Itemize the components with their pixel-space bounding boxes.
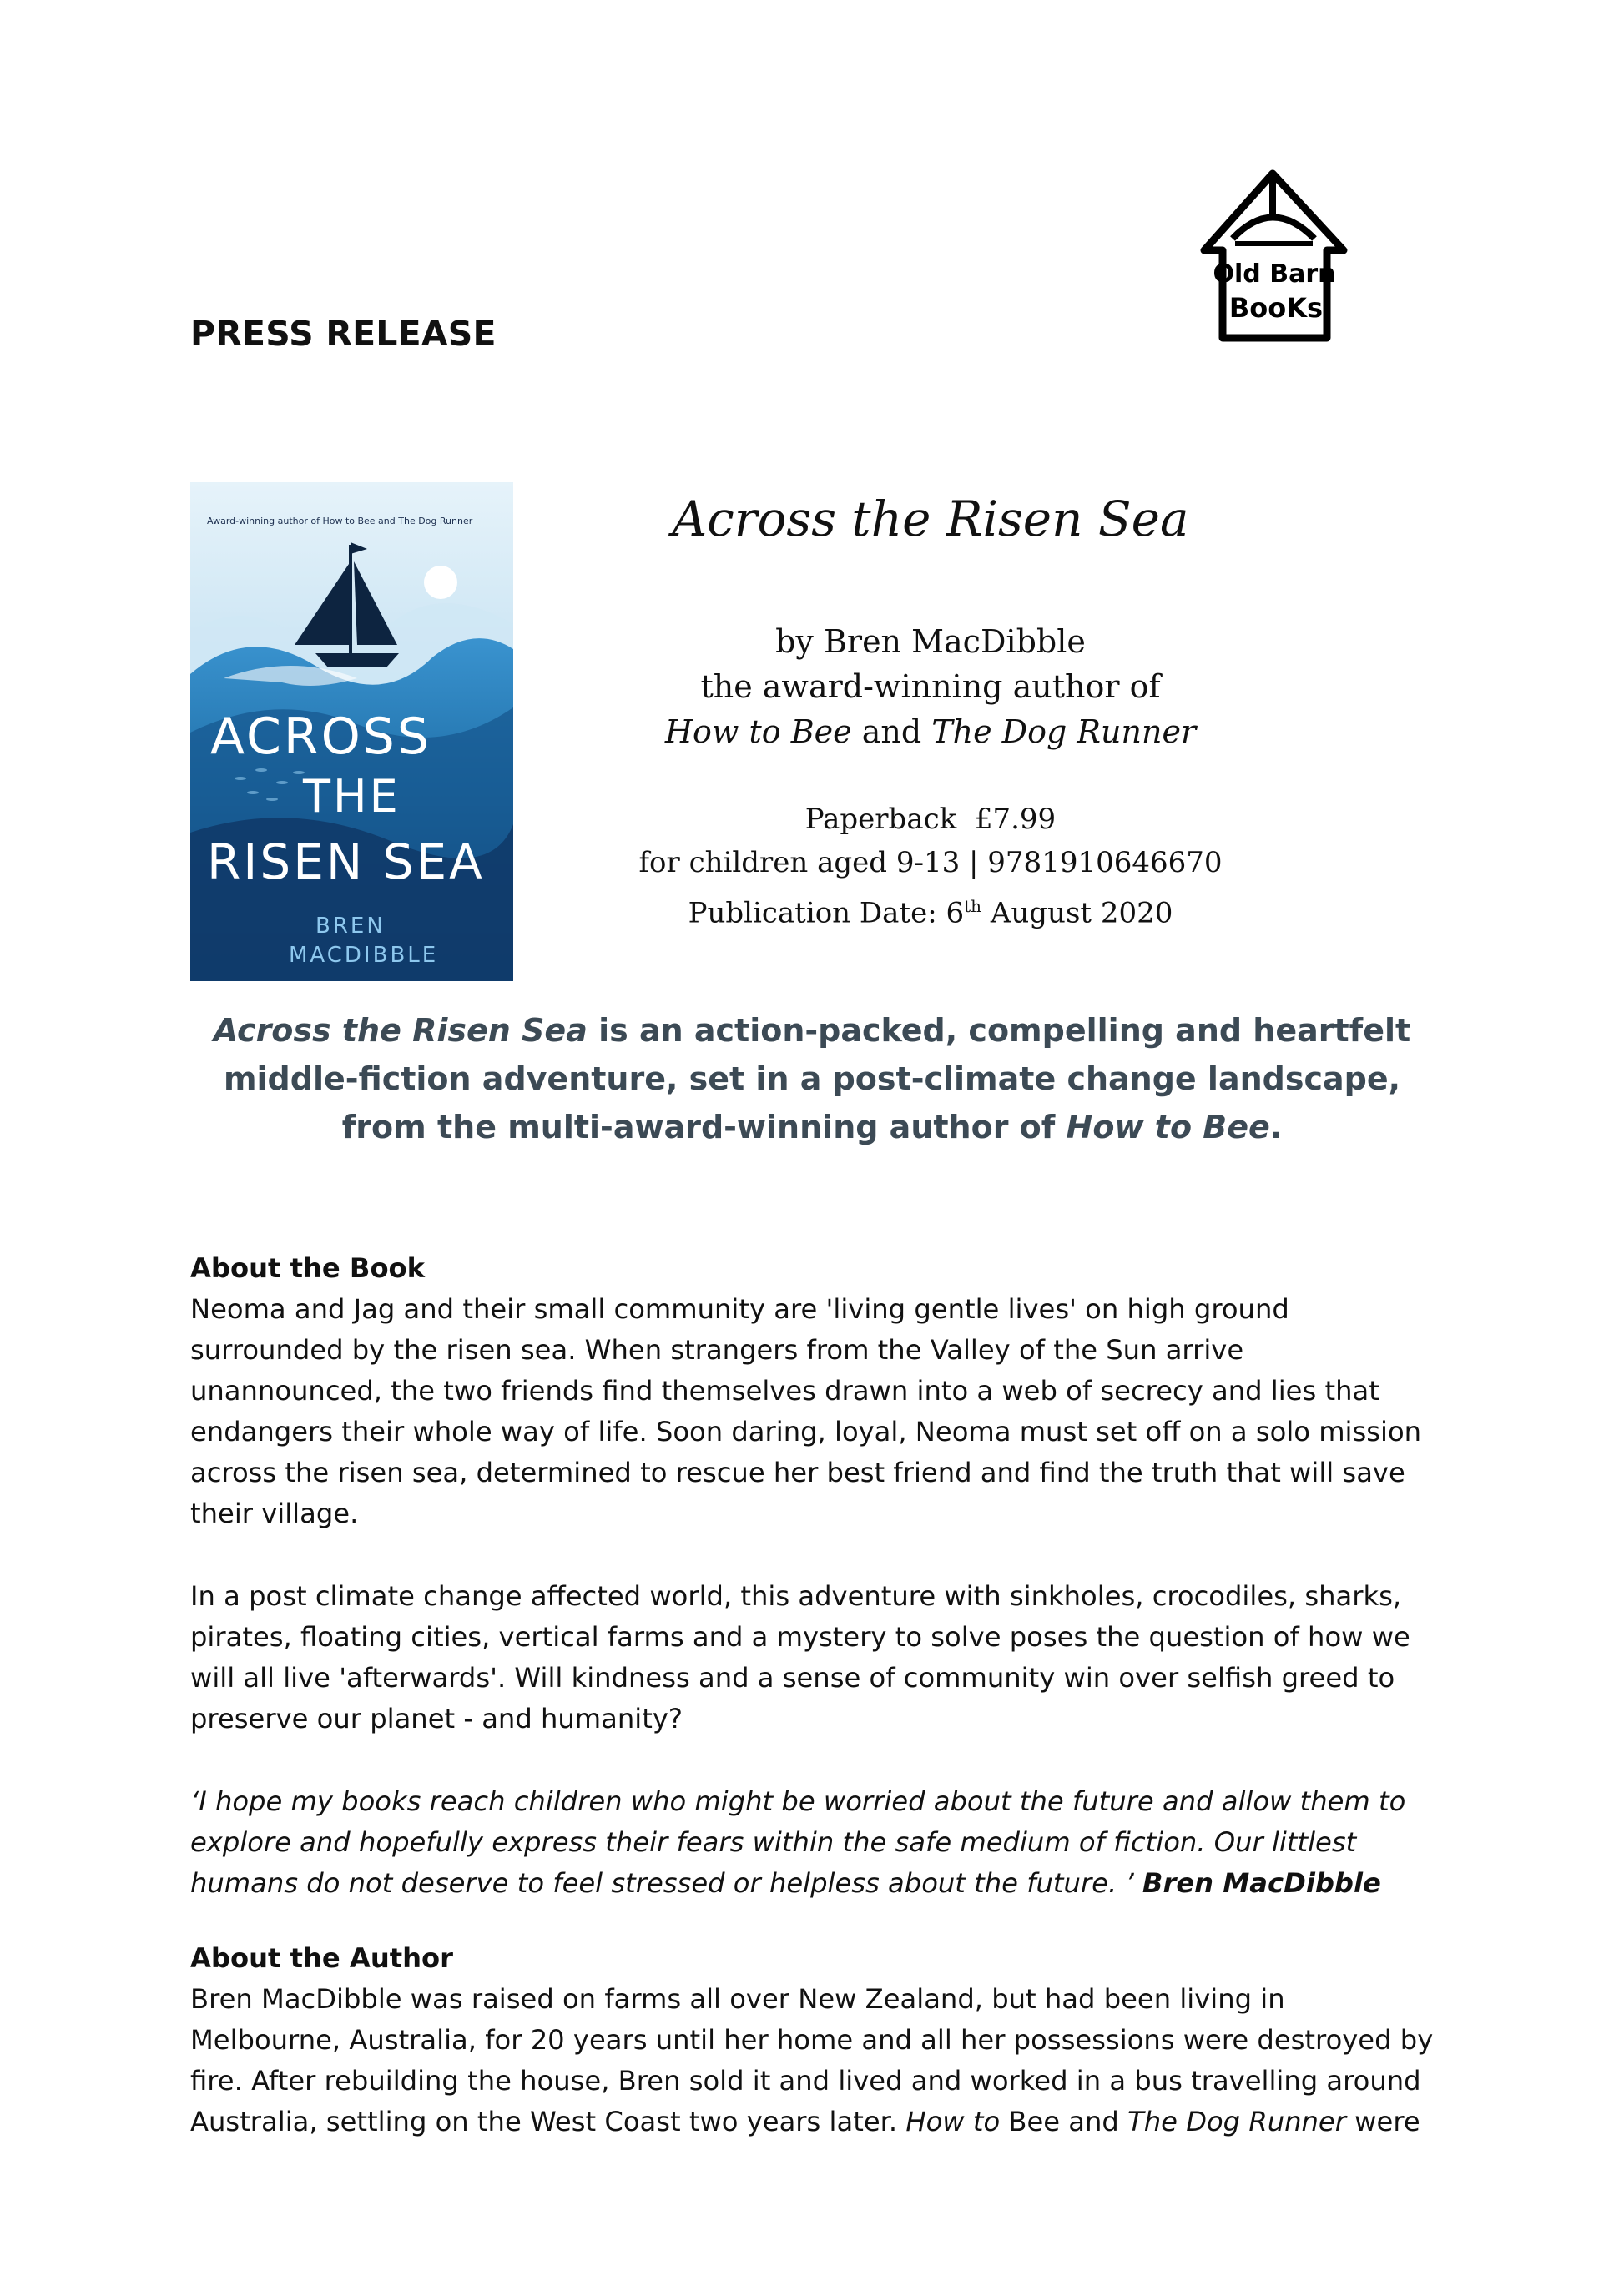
tagline-end: . [1269, 1109, 1283, 1145]
pub-label: Publication Date: 6 [688, 896, 965, 930]
tagline-book: How to Bee [1066, 1109, 1270, 1145]
tagline-title: Across the Risen Sea [213, 1012, 588, 1049]
logo-line-1: Old Barn [1213, 259, 1336, 289]
previous-titles [613, 709, 1248, 754]
cover-author-line-1: BREN [315, 914, 386, 939]
format-price: Paperback £7.99 [804, 803, 1057, 836]
about-book-paragraph-1: Neoma and Jag and their small community are 'living gentle lives' on high ground surrounded by the risen sea. When strangers from the Valley of the Sun arrive unannounced, the two friends find themselves drawn into a web of secrecy and lies that endangers their whole way of life. Soon daring, loyal, Neoma must set off on a solo mission across the risen sea, determined to rescue her best friend and find the truth that will save their village. [190, 1293, 1422, 1529]
byline-block [613, 619, 1248, 754]
age-isbn: for children aged 9-13 | 9781910646670 [638, 846, 1223, 879]
about-author-text-3: were [1345, 2106, 1420, 2137]
book-meta [613, 798, 1248, 934]
about-author-title-1: How to [905, 2106, 1001, 2137]
tagline [200, 1006, 1424, 1151]
about-book-heading: About the Book [190, 1252, 426, 1284]
about-author-title-2: The Dog Runner [1127, 2106, 1346, 2137]
about-author-text-1: Bren MacDibble was raised on farms all over New Zealand, but had been living in Melbourne, Australia, for 20 years until her home and all her possessions were destroyed by fire. After rebuilding the house, Bren sold it and lived and worked in a bus travelling around Australia, settling on the West Coast two years later. [190, 1983, 1434, 2137]
cover-top-line: Award-winning author of How to Bee and The Dog Runner [207, 516, 473, 526]
quote-author: Bren MacDibble [1142, 1867, 1381, 1899]
about-book-section [190, 1248, 1442, 1534]
cover-author-line-2: MACDIBBLE [289, 943, 439, 968]
previous-title-2: The Dog Runner [931, 713, 1197, 750]
about-author-section [190, 1938, 1442, 2142]
cover-title-line-1: ACROSS [210, 707, 431, 766]
tagline-text: is an action-packed, compelling and heartfelt middle-fiction adventure, set in a post-climate change landscape, from the multi-award-winning author of [223, 1012, 1411, 1145]
about-author-paragraph [190, 1979, 1442, 2142]
about-author-heading: About the Author [190, 1942, 454, 1974]
logo-line-2: BooKs [1228, 292, 1324, 324]
book-title: Across the Risen Sea [672, 491, 1189, 547]
barn-logo-icon [1189, 167, 1356, 346]
byline: by Bren MacDibble [775, 623, 1086, 660]
pub-rest: August 2020 [981, 896, 1173, 930]
publication-date [613, 884, 1248, 934]
cover-title-line-2: THE [303, 770, 401, 823]
author-description: the award-winning author of [700, 668, 1161, 705]
author-quote [190, 1781, 1442, 1904]
press-release-heading: PRESS RELEASE [190, 314, 497, 354]
quote-text: ‘I hope my books reach children who might be worried about the future and allow them to explore and hopefully express their fears within the safe medium of fiction. Our littlest humans do not deserve to feel stressed or helpless about the future. ’ [190, 1785, 1406, 1899]
cover-title-line-3: RISEN SEA [207, 833, 485, 890]
about-book-paragraph-2: In a post climate change affected world, this adventure with sinkholes, crocodiles, sharks, pirates, floating cities, vertical farms and a mystery to solve poses the question of how we will all live 'afterwards'. Will kindness and a sense of community win over selfish greed to preserve our planet - and humanity? [190, 1580, 1410, 1735]
publisher-logo [1189, 167, 1356, 346]
about-author-text-2: Bee and [1000, 2106, 1128, 2137]
previous-title-1: How to Bee [664, 713, 852, 750]
book-cover-image [190, 482, 513, 981]
and-word: and [861, 713, 922, 750]
pub-sup: th [964, 896, 982, 916]
